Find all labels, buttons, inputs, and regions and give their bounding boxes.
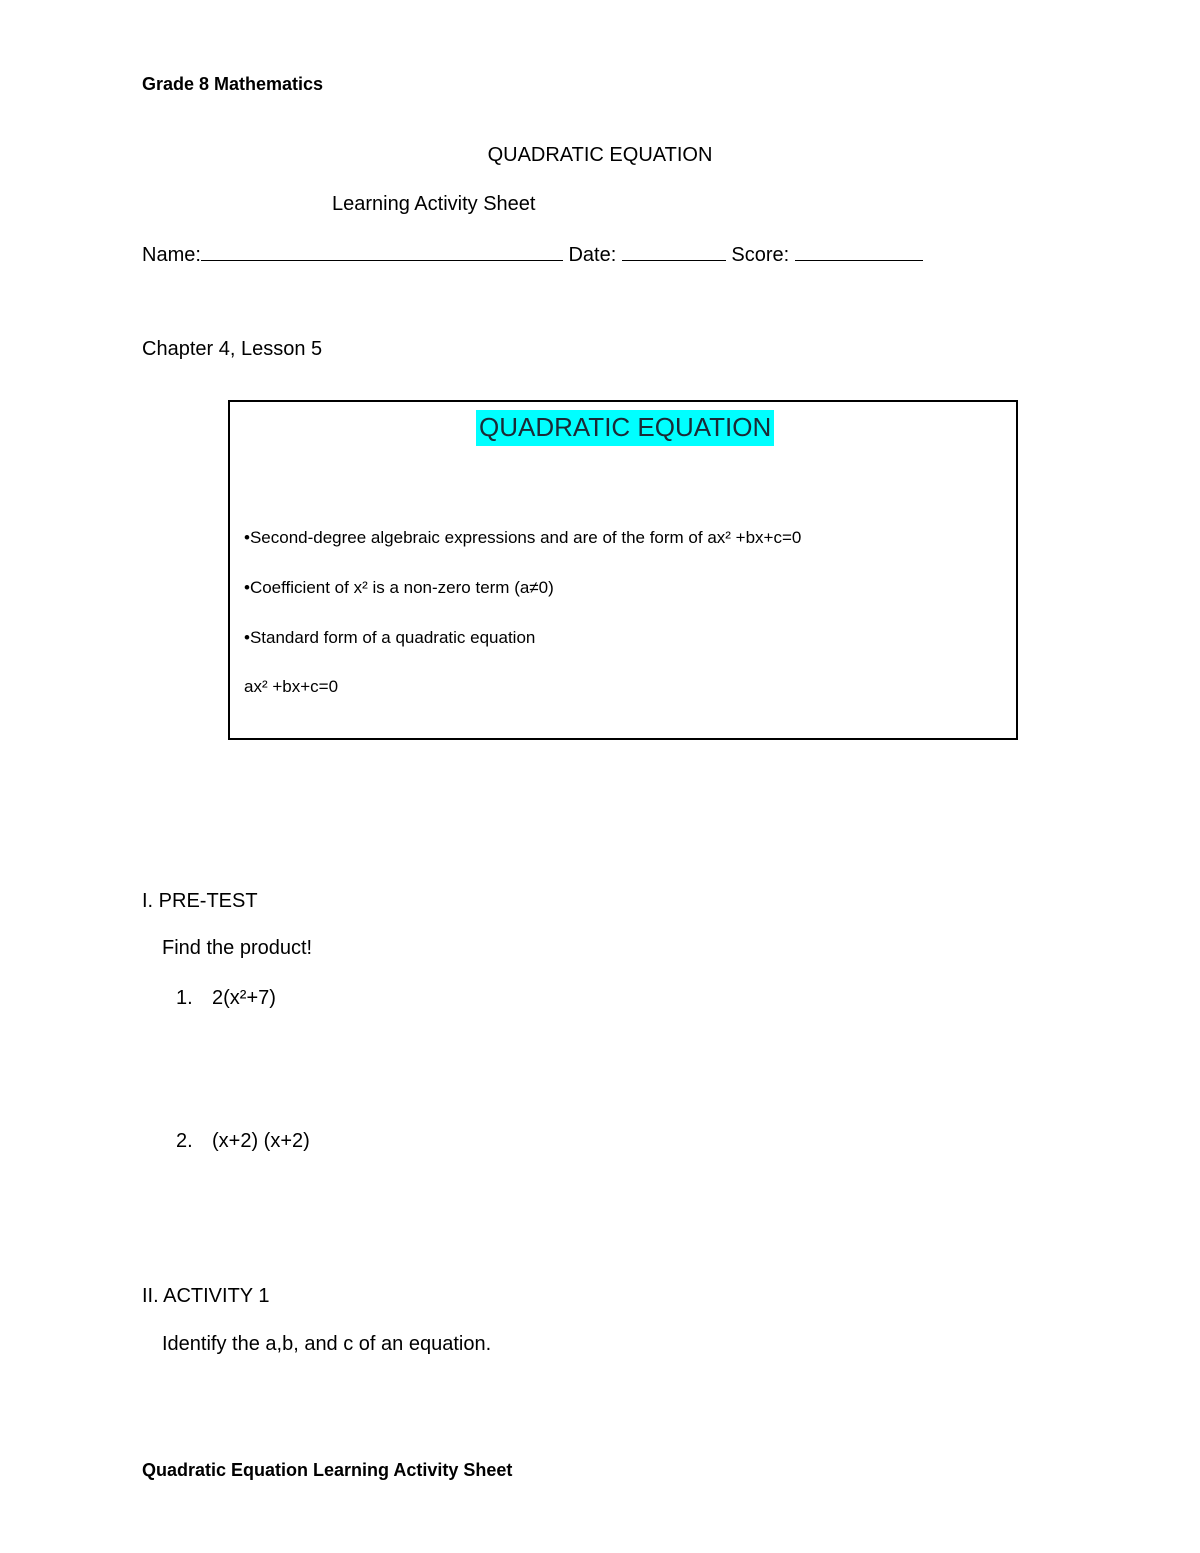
page-header: Grade 8 Mathematics [142, 74, 324, 94]
section-heading-activity: II. ACTIVITY 1 [142, 1285, 270, 1307]
student-info-line [142, 242, 923, 267]
name-field[interactable] [201, 242, 563, 261]
definition-line: •Second-degree algebraic expressions and are of the form of ax² +bx+c=0 [244, 528, 802, 547]
pretest-item [176, 987, 276, 1010]
date-label: Date: [568, 244, 617, 266]
pretest-item [176, 1130, 310, 1153]
item-expression: (x+2) (x+2) [212, 1130, 310, 1152]
standard-form-formula: ax² +bx+c=0 [244, 677, 339, 696]
chapter-lesson: Chapter 4, Lesson 5 [142, 338, 323, 360]
date-field[interactable] [622, 242, 726, 261]
item-number: 1. [176, 987, 193, 1009]
definition-line: •Standard form of a quadratic equation [244, 628, 536, 647]
pretest-instruction: Find the product! [162, 937, 313, 959]
score-label: Score: [731, 244, 790, 266]
page-footer: Quadratic Equation Learning Activity Sheet [142, 1460, 513, 1480]
item-expression: 2(x²+7) [212, 987, 276, 1009]
document-subtitle: Learning Activity Sheet [332, 193, 536, 215]
section-heading-pretest: I. PRE-TEST [142, 890, 258, 912]
document-title: QUADRATIC EQUATION [487, 144, 713, 166]
item-number: 2. [176, 1130, 193, 1152]
name-label: Name: [142, 244, 201, 266]
activity-instruction: Identify the a,b, and c of an equation. [162, 1333, 492, 1355]
definition-box [228, 400, 1018, 740]
definition-box-title: QUADRATIC EQUATION [476, 410, 774, 446]
definition-line: •Coefficient of x² is a non-zero term (a≠0) [244, 578, 554, 597]
score-field[interactable] [795, 242, 923, 261]
